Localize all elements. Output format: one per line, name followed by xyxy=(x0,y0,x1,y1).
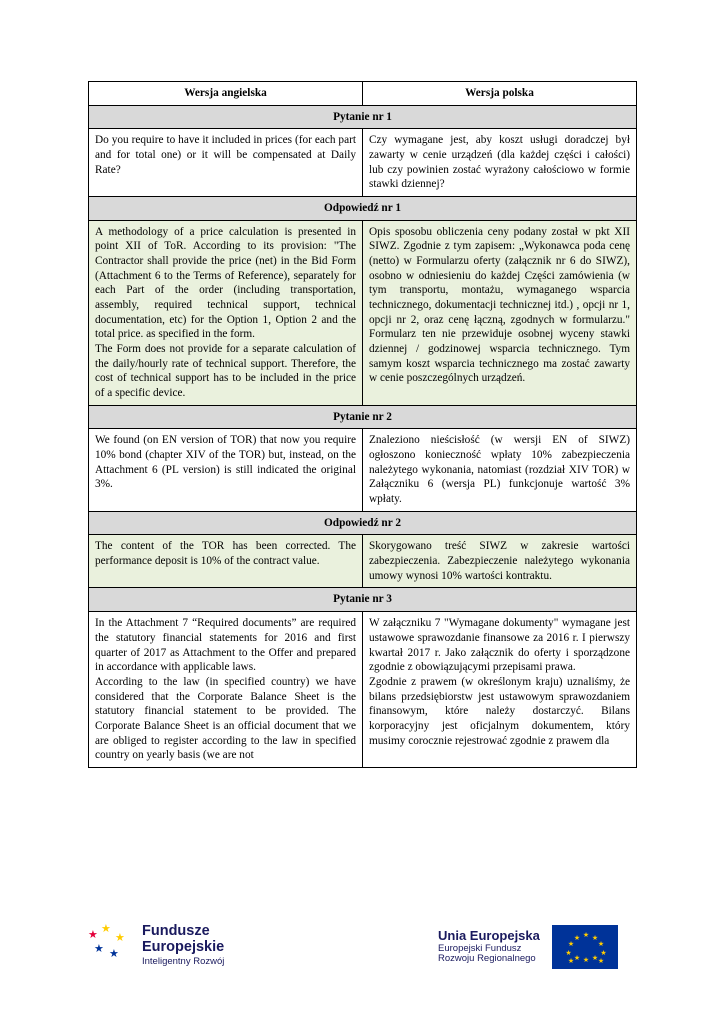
section-banner-row xyxy=(89,405,637,429)
paragraph: According to the law (in specified country) we have considered that the Corporate Balance Sheet is the statutory financial statement to be provided. The Corporate Balance Sheet is an official document that we are obliged to register according to the law in specified country on yearly basis (we are not xyxy=(95,675,356,762)
paragraph: In the Attachment 7 “Required documents” are required the statutory financial statements for 2016 and first quarter of 2017 as Attachment to the Offer and prepared in accordance with applicable laws. xyxy=(95,617,356,674)
section-banner: Odpowiedź nr 1 xyxy=(89,197,637,221)
fe-line-3: Inteligentny Rozwój xyxy=(142,956,225,968)
section-banner: Pytanie nr 3 xyxy=(89,588,637,612)
ue-logo-text xyxy=(438,929,540,966)
cell-polish xyxy=(363,129,637,197)
fe-logo-text xyxy=(142,923,224,968)
table-header-row xyxy=(89,82,637,106)
paragraph: A methodology of a price calculation is presented in point XII of ToR. According to its provision: "The Contractor shall provide the price (net) in the Bid Form (Attachment 6 to the Terms of Reference), separately for each Part of the order (including transportation, assembly, required technical support, technical documentation, etc) for the Option 1, Option 2 and the total price. as specified in the form. xyxy=(95,225,356,341)
paragraph: The Form does not provide for a separate calculation of the daily/hourly rate of technical support. Therefore, the cost of technical support has to be included in the price of a specific device. xyxy=(95,343,356,400)
qa-table xyxy=(88,81,637,768)
table-row xyxy=(89,220,637,405)
cell-polish xyxy=(363,429,637,511)
paragraph: We found (on EN version of TOR) that now you require 10% bond (chapter XIV of the TOR) but, instead, on the Attachment 6 (PL version) is still indicated the original 3%. xyxy=(95,434,356,491)
eu-flag-icon: ★ ★ ★ ★ ★ ★ ★ ★ ★ ★ ★ ★ xyxy=(552,925,618,969)
column-header-english: Wersja angielska xyxy=(89,82,363,106)
paragraph: Czy wymagane jest, aby koszt usługi doradczej był zawarty w cenie urządzeń (dla każdej części i całości) lub czy powinien zostać wyrażony całościowo w formie stawki dziennej? xyxy=(369,134,630,191)
section-banner-row xyxy=(89,511,637,535)
paragraph: Skorygowano treść SIWZ w zakresie wartości zabezpieczenia. Zabezpieczenie należytego wykonania umowy wynosi 10% wartości kontraktu. xyxy=(369,540,630,582)
cell-polish xyxy=(363,612,637,768)
fe-stars-icon: ★ ★ ★ ★ ★ xyxy=(88,922,125,960)
cell-english xyxy=(89,612,363,768)
fe-line-1: Fundusze xyxy=(142,923,210,939)
cell-polish xyxy=(363,220,637,405)
ue-line-1: Unia Europejska xyxy=(438,927,540,943)
table-row xyxy=(89,129,637,197)
section-banner-row xyxy=(89,588,637,612)
section-banner: Pytanie nr 1 xyxy=(89,105,637,129)
section-banner-row xyxy=(89,197,637,221)
cell-polish xyxy=(363,535,637,588)
table-row xyxy=(89,429,637,511)
table-row xyxy=(89,612,637,768)
page-footer xyxy=(0,915,724,990)
qa-table-body xyxy=(89,82,637,768)
column-header-polish: Wersja polska xyxy=(363,82,637,106)
paragraph: Do you require to have it included in prices (for each part and for total one) or it will be compensated at Daily Rate? xyxy=(95,134,356,176)
ue-line-2: Europejski Fundusz xyxy=(438,942,522,954)
cell-english xyxy=(89,129,363,197)
cell-english xyxy=(89,429,363,511)
fe-line-2: Europejskie xyxy=(142,939,225,956)
paragraph: The content of the TOR has been corrected. The performance deposit is 10% of the contract value. xyxy=(95,540,356,568)
section-banner-row xyxy=(89,105,637,129)
paragraph: Opis sposobu obliczenia ceny podany został w pkt XII SIWZ. Zgodnie z tym zapisem: „Wykonawca poda cenę (netto) w Formularzu oferty (załącznik nr 6 do SIWZ), osobno w odniesieniu do każdej Części zamówienia (w tym transportu, montażu, wymaganego wsparcia technicznego, dokumentacji technicznej itd.) , opcji nr 1, opcji nr 2, oraz cenę łączną, zgodnych w formularzu." Formularz ten nie przewiduje osobnej wyceny stawki dziennej / godzinowej wsparcia technicznego. Tym samym koszt wsparcia technicznego ma zostać zawarty w cenie poszczególnych urządzeń. xyxy=(369,225,630,385)
cell-english xyxy=(89,220,363,405)
ue-line-3: Rozwoju Regionalnego xyxy=(438,953,536,965)
paragraph: Znaleziono nieścisłość (w wersji EN of SIWZ) ogłoszono konieczność wpłaty 10% zabezpieczenia należytego wykonania, natomiast (rozdział XIV TOR) w Załączniku 6 (wersja PL) funkcjonuje wartość 3% wpłaty. xyxy=(369,434,630,506)
paragraph: Zgodnie z prawem (w określonym kraju) uznaliśmy, że bilans przedsiębiorstw jest ustawowym sprawozdaniem finansowym, które należy dostarczyć. Bilans korporacyjny jest oficjalnym dokumentem, który musimy corocznie rejestrować zgodnie z prawem dla xyxy=(369,675,630,747)
section-banner: Odpowiedź nr 2 xyxy=(89,511,637,535)
unia-europejska-logo xyxy=(438,925,618,969)
cell-english xyxy=(89,535,363,588)
section-banner: Pytanie nr 2 xyxy=(89,405,637,429)
paragraph: W załączniku 7 "Wymagane dokumenty" wymagane jest ustawowe sprawozdanie finansowe za 2016 r. I pierwszy kwartał 2017 r. Jako załącznik do oferty i sporządzone zgodnie z obowiązującymi przepisami prawa. xyxy=(369,617,630,674)
fundusze-europejskie-logo xyxy=(88,923,224,968)
table-row xyxy=(89,535,637,588)
